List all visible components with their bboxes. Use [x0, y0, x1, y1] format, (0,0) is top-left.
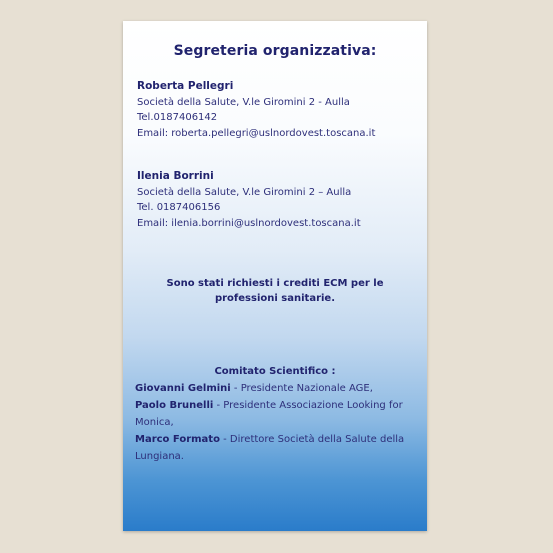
contact-phone: Tel. 0187406156 [137, 202, 221, 213]
committee-member-role: - Presidente Nazionale AGE, [230, 383, 373, 394]
contact-phone: Tel.0187406142 [137, 112, 218, 123]
section-heading: Segreteria organizzativa: [173, 43, 377, 59]
contact-name: Ilenia Borrini [137, 170, 214, 182]
contact-email: Email: roberta.pellegri@uslnordovest.toscana.it [137, 127, 376, 139]
contact-address: Società della Salute, V.le Giromini 2 – Aulla [137, 186, 352, 198]
contact-name: Roberta Pellegri [137, 80, 234, 92]
contact-address: Società della Salute, V.le Giromini 2 - Aulla [137, 96, 350, 108]
contact-email: Email: ilenia.borrini@uslnordovest.toscana.it [137, 217, 361, 229]
contact-block [137, 169, 422, 231]
committee-member-role: - Direttore Società della Salute della Lungiana. [135, 434, 405, 462]
committee-member-role: - Presidente Associazione Looking for Monica, [135, 400, 403, 428]
committee-list [135, 380, 423, 465]
committee-member-name: Giovanni Gelmini [135, 383, 231, 394]
committee-member-name: Paolo Brunelli [135, 400, 214, 411]
committee-title: Comitato Scientifico : [214, 366, 336, 377]
contact-block [137, 79, 422, 141]
info-card [123, 21, 427, 531]
ecm-notice: Sono stati richiesti i crediti ECM per le professioni sanitarie. [166, 278, 384, 304]
committee-member-name: Marco Formato [135, 434, 220, 445]
